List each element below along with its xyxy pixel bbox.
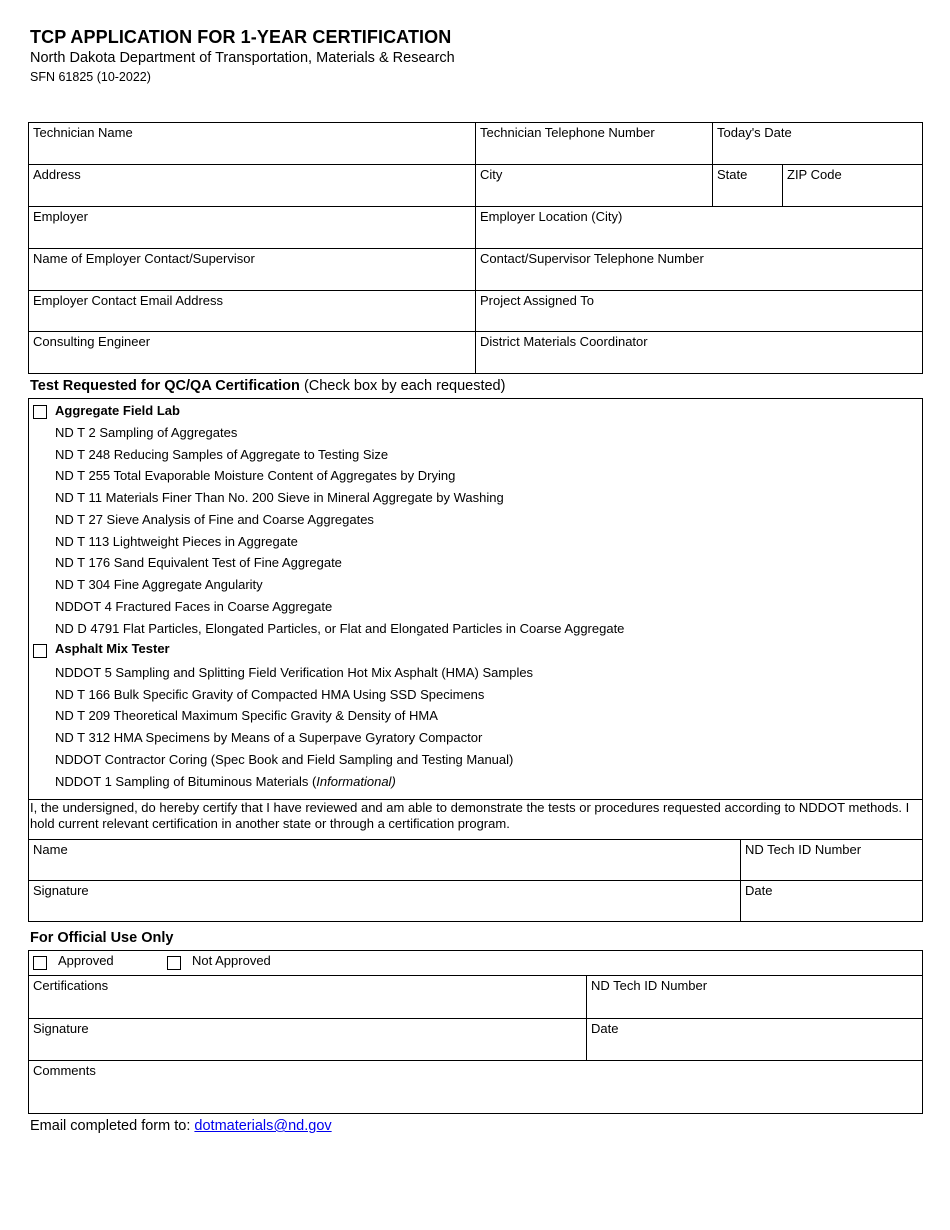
test-item: ND T 304 Fine Aggregate Angularity — [55, 577, 263, 592]
test-item: ND T 312 HMA Specimens by Means of a Superpave Gyratory Compactor — [55, 730, 483, 745]
test-item: ND T 248 Reducing Samples of Aggregate to Testing Size — [55, 447, 389, 462]
approved-label: Approved — [58, 953, 114, 968]
aggregate-field-lab-checkbox[interactable] — [33, 405, 47, 419]
comments-field[interactable]: Comments — [28, 1060, 923, 1114]
certification-statement: I, the undersigned, do hereby certify that I have reviewed and am able to demonstrate the tests or procedures requested according to NDDOT methods. I hold current relevant certification in another state or through a certification program. — [30, 800, 910, 831]
footer-email: Email completed form to: dotmaterials@nd.gov — [30, 1118, 332, 1134]
project-field[interactable]: Project Assigned To — [475, 290, 923, 332]
test-item: NDDOT 1 Sampling of Bituminous Materials (Informational) — [55, 774, 396, 789]
test-item: NDDOT 5 Sampling and Splitting Field Verification Hot Mix Asphalt (HMA) Samples — [55, 665, 534, 680]
technician-name-field[interactable]: Technician Name — [28, 122, 476, 165]
not-approved-checkbox[interactable] — [167, 956, 181, 970]
technician-phone-field[interactable]: Technician Telephone Number — [475, 122, 713, 165]
test-item: ND T 27 Sieve Analysis of Fine and Coarse Aggregates — [55, 512, 374, 527]
employer-location-field[interactable]: Employer Location (City) — [475, 206, 923, 249]
city-field[interactable]: City — [475, 164, 713, 207]
cert-signature-field[interactable]: Signature — [28, 880, 741, 922]
test-item: ND T 166 Bulk Specific Gravity of Compacted HMA Using SSD Specimens — [55, 687, 485, 702]
email-link[interactable]: dotmaterials@nd.gov — [194, 1118, 332, 1134]
test-item: ND D 4791 Flat Particles, Elongated Particles, or Flat and Elongated Particles in Coarse Aggregate — [55, 621, 625, 636]
test-item: NDDOT Contractor Coring (Spec Book and Field Sampling and Testing Manual) — [55, 752, 514, 767]
official-date-field[interactable]: Date — [586, 1018, 923, 1061]
official-use-heading: For Official Use Only — [30, 930, 174, 946]
cert-tech-id-field[interactable]: ND Tech ID Number — [740, 839, 923, 881]
district-coordinator-field[interactable]: District Materials Coordinator — [475, 331, 923, 374]
test-item: ND T 209 Theoretical Maximum Specific Gravity & Density of HMA — [55, 708, 438, 723]
test-item: ND T 255 Total Evaporable Moisture Content of Aggregates by Drying — [55, 468, 456, 483]
form-number: SFN 61825 (10-2022) — [30, 70, 151, 84]
contact-email-field[interactable]: Employer Contact Email Address — [28, 290, 476, 332]
tests-heading: Test Requested for QC/QA Certification (Check box by each requested) — [30, 378, 506, 394]
employer-field[interactable]: Employer — [28, 206, 476, 249]
cert-name-field[interactable]: Name — [28, 839, 741, 881]
cert-date-field[interactable]: Date — [740, 880, 923, 922]
test-item: ND T 11 Materials Finer Than No. 200 Sieve in Mineral Aggregate by Washing — [55, 490, 504, 505]
form-title: TCP APPLICATION FOR 1-YEAR CERTIFICATION — [30, 27, 452, 47]
group-aggregate-field-lab: Aggregate Field Lab — [55, 403, 180, 418]
state-field[interactable]: State — [712, 164, 783, 207]
address-field[interactable]: Address — [28, 164, 476, 207]
test-item: ND T 176 Sand Equivalent Test of Fine Aggregate — [55, 555, 342, 570]
official-tech-id-field[interactable]: ND Tech ID Number — [586, 975, 923, 1019]
department-name: North Dakota Department of Transportation, Materials & Research — [30, 50, 455, 66]
test-item: ND T 113 Lightweight Pieces in Aggregate — [55, 534, 298, 549]
asphalt-mix-tester-checkbox[interactable] — [33, 644, 47, 658]
test-item: ND T 2 Sampling of Aggregates — [55, 425, 238, 440]
consulting-engineer-field[interactable]: Consulting Engineer — [28, 331, 476, 374]
contact-phone-field[interactable]: Contact/Supervisor Telephone Number — [475, 248, 923, 291]
group-asphalt-mix-tester: Asphalt Mix Tester — [55, 641, 170, 656]
zip-code-field[interactable]: ZIP Code — [782, 164, 923, 207]
official-signature-field[interactable]: Signature — [28, 1018, 587, 1061]
approved-checkbox[interactable] — [33, 956, 47, 970]
contact-name-field[interactable]: Name of Employer Contact/Supervisor — [28, 248, 476, 291]
test-item: NDDOT 4 Fractured Faces in Coarse Aggregate — [55, 599, 333, 614]
not-approved-label: Not Approved — [192, 953, 271, 968]
certifications-field[interactable]: Certifications — [28, 975, 587, 1019]
approval-row — [28, 950, 923, 976]
todays-date-field[interactable]: Today's Date — [712, 122, 923, 165]
